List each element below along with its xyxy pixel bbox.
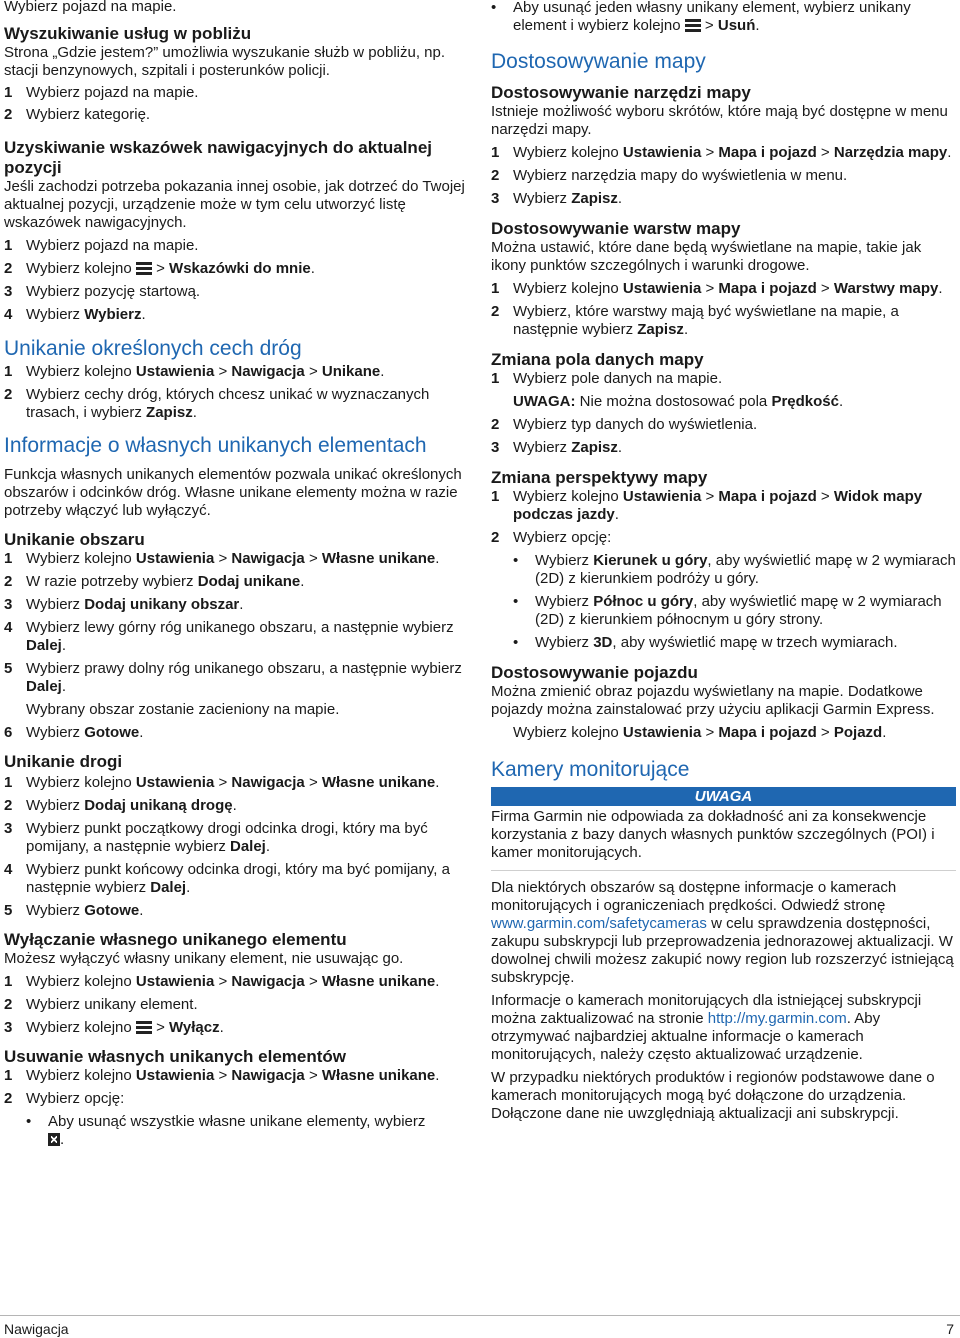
step: 4 Wybierz Wybierz. xyxy=(4,306,146,323)
bullet-item: • Aby usunąć jeden własny unikany element, wybierz unikany element i wybierz kolejno > Usuń. xyxy=(491,0,911,34)
bullet-item: • Aby usunąć wszystkie własne unikane elementy, wybierz . xyxy=(26,1113,426,1148)
notice-banner: UWAGA xyxy=(491,787,956,806)
heading-map-layers: Dostosowywanie warstw mapy xyxy=(491,219,741,238)
paragraph-vehicle: Można zmienić obraz pojazdu wyświetlany na mapie. Dodatkowe pojazdy można zainstalować przy użyciu aplikacji Garmin Express. xyxy=(491,683,935,718)
step: Wybierz kolejno Ustawienia > Mapa i pojazd > Pojazd. xyxy=(513,724,887,741)
paragraph-custom-avoid: Funkcja własnych unikanych elementów pozwala unikać określonych obszarów i odcinków dróg. Własne unikane elementy można w razie potrzeby włączyć lub wyłączyć. xyxy=(4,466,462,519)
step: 2 Wybierz cechy dróg, których chcesz unikać w wyznaczanych trasach, i wybierz Zapisz. xyxy=(4,386,430,421)
step: 1 Wybierz kolejno Ustawienia > Nawigacja > Własne unikane. xyxy=(4,973,440,990)
menu-icon xyxy=(136,262,152,275)
step: 6 Wybierz Gotowe. xyxy=(4,724,144,741)
paragraph-directions: Jeśli zachodzi potrzeba pokazania innej osobie, jak dotrzeć do Twojej aktualnej pozycji, urządzenie może w tym celu utworzyć listę wskazówek nawigacyjnych. xyxy=(4,178,465,231)
text-line: Wybierz pojazd na mapie. xyxy=(4,0,177,15)
step: 2 Wybierz, które warstwy mają być wyświetlane na mapie, a następnie wybierz Zapisz. xyxy=(491,303,899,338)
step-note: UWAGA: Nie można dostosować pola Prędkość. xyxy=(513,393,844,410)
step: 3 Wybierz kolejno > Wyłącz. xyxy=(4,1019,224,1036)
step: 2 Wybierz opcję: xyxy=(4,1090,125,1107)
heading-vehicle: Dostosowywanie pojazdu xyxy=(491,663,698,682)
trash-icon xyxy=(48,1133,60,1146)
step: 1 Wybierz kolejno Ustawienia > Nawigacja > Własne unikane. xyxy=(4,550,440,567)
bullet-item: • Wybierz Kierunek u góry, aby wyświetlić mapę w 2 wymiarach (2D) z kierunkiem podróży u góry. xyxy=(513,552,956,587)
step: 2 Wybierz Dodaj unikaną drogę. xyxy=(4,797,237,814)
step: 2 Wybierz unikany element. xyxy=(4,996,198,1013)
heading-perspective: Zmiana perspektywy mapy xyxy=(491,468,708,487)
step: 3 Wybierz punkt początkowy drogi odcinka drogi, który ma być pomijany, a następnie wybierz Dalej. xyxy=(4,820,428,855)
paragraph-cameras-2: Informacje o kamerach monitorujących dla istniejącej subskrypcji można zaktualizować na stronie http://my.garmin.com. Aby otrzymywać najbardziej aktualne informacje o kamerach monitorujących, należy często aktualizować urządzenie. xyxy=(491,992,922,1063)
heading-disable-avoid: Wyłączanie własnego unikanego elementu xyxy=(4,930,347,949)
step: 2 Wybierz kategorię. xyxy=(4,106,151,123)
heading-data-field: Zmiana pola danych mapy xyxy=(491,350,704,369)
step: 2 W razie potrzeby wybierz Dodaj unikane. xyxy=(4,573,305,590)
heading-custom-avoid: Informacje o własnych unikanych elementach xyxy=(4,434,427,457)
paragraph-map-layers: Można ustawić, które dane będą wyświetlane na mapie, takie jak ikony punktów szczególnych i warunki drogowe. xyxy=(491,239,922,274)
heading-directions: Uzyskiwanie wskazówek nawigacyjnych do aktualnej pozycji xyxy=(4,138,432,177)
link-safetycameras[interactable]: www.garmin.com/safetycameras xyxy=(491,915,707,932)
bullet-item: • Wybierz 3D, aby wyświetlić mapę w trzech wymiarach. xyxy=(513,634,898,651)
heading-nearby: Wyszukiwanie usług w pobliżu xyxy=(4,24,252,43)
step: 1 Wybierz pojazd na mapie. xyxy=(4,84,199,101)
step: 4 Wybierz lewy górny róg unikanego obszaru, a następnie wybierz Dalej. xyxy=(4,619,454,654)
step: 2 Wybierz narzędzia mapy do wyświetlenia w menu. xyxy=(491,167,848,184)
step: 1 Wybierz kolejno Ustawienia > Mapa i pojazd > Narzędzia mapy. xyxy=(491,144,952,161)
paragraph-cameras-3: W przypadku niektórych produktów i regionów podstawowe dane o kamerach monitorujących mogą być dołączone do urządzenia. Dołączone dane nie uwzględniają aktualizacji ani subskrypcji. xyxy=(491,1069,935,1122)
right-column xyxy=(491,0,956,1123)
heading-avoid-road: Unikanie drogi xyxy=(4,752,123,771)
step: 1 Wybierz pojazd na mapie. xyxy=(4,237,199,254)
step: 1 Wybierz kolejno Ustawienia > Nawigacja > Własne unikane. xyxy=(4,1067,440,1084)
footer-section: Nawigacja xyxy=(4,1321,69,1337)
heading-avoid-area: Unikanie obszaru xyxy=(4,530,145,549)
step: 3 Wybierz pozycję startową. xyxy=(4,283,201,300)
footer-divider xyxy=(0,1315,960,1316)
heading-customize-map: Dostosowywanie mapy xyxy=(491,50,706,73)
heading-cameras: Kamery monitorujące xyxy=(491,758,690,781)
step: 3 Wybierz Zapisz. xyxy=(491,439,623,456)
heading-map-tools: Dostosowywanie narzędzi mapy xyxy=(491,83,751,102)
step: 2 Wybierz opcję: xyxy=(491,529,612,546)
menu-icon xyxy=(136,1021,152,1034)
heading-avoid: Unikanie określonych cech dróg xyxy=(4,337,302,360)
paragraph-nearby: Strona „Gdzie jestem?” umożliwia wyszukanie służb w pobliżu, np. stacji benzynowych, szpitali i posterunków policji. xyxy=(4,44,446,79)
paragraph-map-tools: Istnieje możliwość wyboru skrótów, które mają być dostępne w menu narzędzi mapy. xyxy=(491,103,948,138)
step: 3 Wybierz Zapisz. xyxy=(491,190,623,207)
bullet-item: • Wybierz Północ u góry, aby wyświetlić mapę w 2 wymiarach (2D) z kierunkiem północnym u góry strony. xyxy=(513,593,942,628)
step: 1 Wybierz kolejno Ustawienia > Mapa i pojazd > Widok mapy podczas jazdy. xyxy=(491,488,923,523)
step: 2 Wybierz kolejno > Wskazówki do mnie. xyxy=(4,260,315,277)
step: 5 Wybierz Gotowe. xyxy=(4,902,144,919)
step: 1 Wybierz kolejno Ustawienia > Mapa i pojazd > Warstwy mapy. xyxy=(491,280,943,297)
heading-delete-avoid: Usuwanie własnych unikanych elementów xyxy=(4,1047,346,1066)
step: 2 Wybierz typ danych do wyświetlenia. xyxy=(491,416,758,433)
left-column xyxy=(4,0,470,1149)
step: 1 Wybierz pole danych na mapie. xyxy=(491,370,723,387)
paragraph-cameras-1: Dla niektórych obszarów są dostępne informacje o kamerach monitorujących i ograniczeniach prędkości. Odwiedź stronę www.garmin.com/safetycameras w celu sprawdzenia dostępności, zakupu subskrypcji lub przeprowadzenia jednorazowej aktualizacji. W dowolnej chwili możesz zakupić nowy region lub rozszerzyć istniejącą subskrypcję. xyxy=(491,870,956,987)
step: 1 Wybierz kolejno Ustawienia > Nawigacja > Własne unikane. xyxy=(4,774,440,791)
paragraph-notice: Firma Garmin nie odpowiada za dokładność ani za konsekwencje korzystania z bazy danych własnych punktów szczególnych (POI) i kamer monitorujących. xyxy=(491,808,935,861)
step: 5 Wybierz prawy dolny róg unikanego obszaru, a następnie wybierz Dalej. xyxy=(4,660,462,695)
step-note: Wybrany obszar zostanie zacieniony na mapie. xyxy=(26,701,340,718)
step: 3 Wybierz Dodaj unikany obszar. xyxy=(4,596,244,613)
menu-icon xyxy=(685,19,701,32)
step: 4 Wybierz punkt końcowy odcinka drogi, który ma być pomijany, a następnie wybierz Dalej. xyxy=(4,861,450,896)
step: 1 Wybierz kolejno Ustawienia > Nawigacja > Unikane. xyxy=(4,363,385,380)
paragraph-disable: Możesz wyłączyć własny unikany element, nie usuwając go. xyxy=(4,950,404,967)
page-number: 7 xyxy=(946,1321,954,1337)
link-my-garmin[interactable]: http://my.garmin.com xyxy=(707,1010,847,1027)
